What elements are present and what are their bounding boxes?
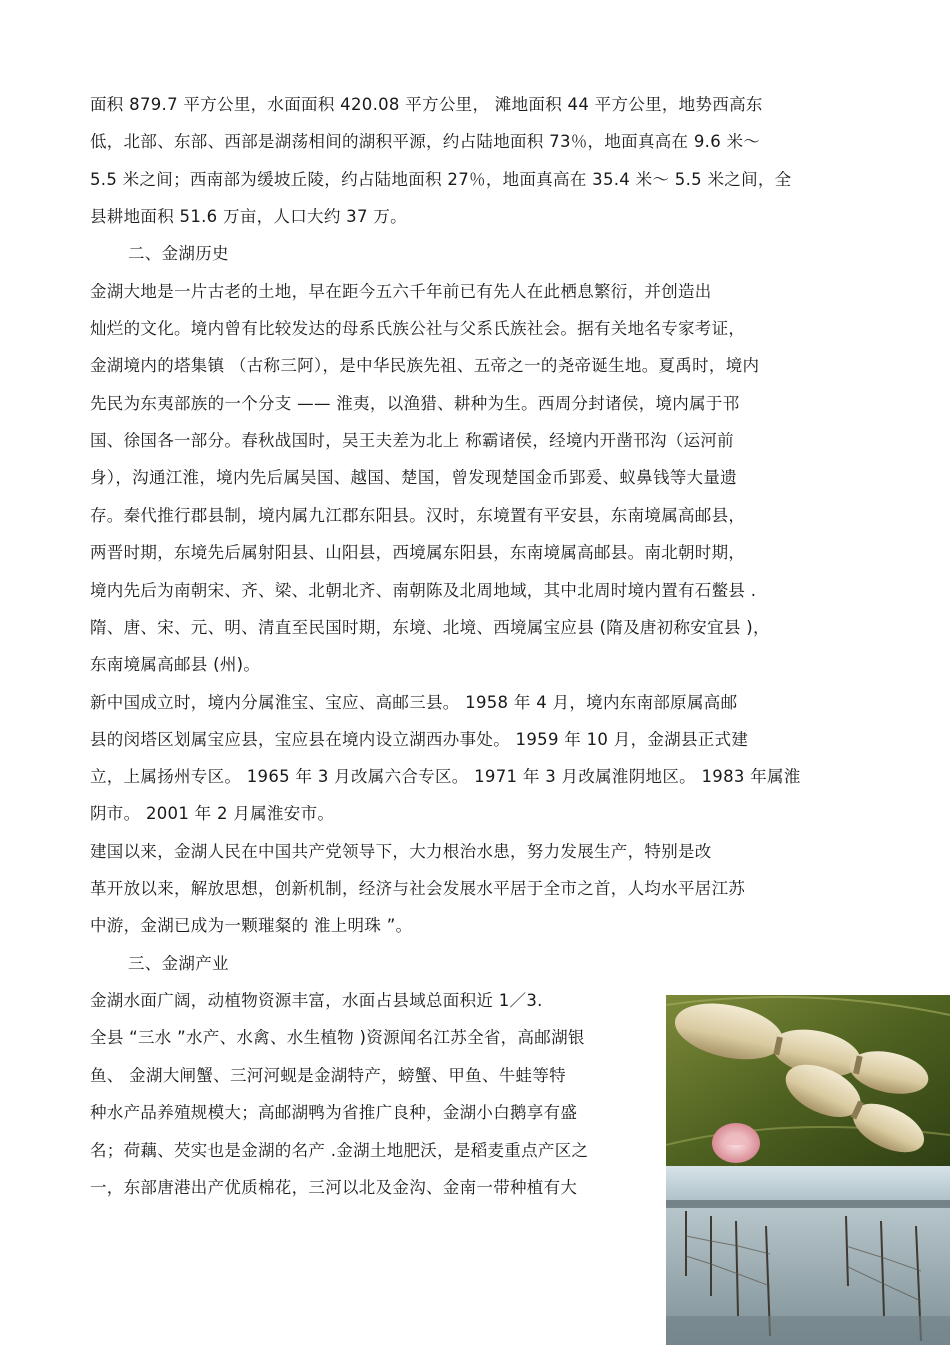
text-line: 立，上属扬州专区。 1965 年 3 月改属六合专区。 1971 年 3 月改属淮阴地区。 1983 年属淮 bbox=[90, 767, 801, 786]
text-line: 5.5 米之间；西南部为缓坡丘陵，约占陆地面积 27％，地面真高在 35.4 米～ 5.5 米之间，全 bbox=[90, 170, 792, 189]
text-line: 存。秦代推行郡县制，境内属九江郡东阳县。汉时，东境置有平安县，东南境属高邮县， bbox=[90, 506, 746, 525]
text-line: 全县 “三水 ”水产、水禽、水生植物 )资源闻名江苏全省，高邮湖银 bbox=[90, 1028, 585, 1047]
text-line: 面积 879.7 平方公里，水面面积 420.08 平方公里， 滩地面积 44 平方公里，地势西高东 bbox=[90, 95, 763, 114]
text-line: 东南境属高邮县 (州)。 bbox=[90, 655, 261, 674]
text-line: 境内先后为南朝宋、齐、梁、北朝北齐、南朝陈及北周地域，其中北周时境内置有石鳖县 . bbox=[90, 581, 757, 600]
text-line: 身），沟通江淮，境内先后属吴国、越国、楚国，曾发现楚国金币郢爰、蚁鼻钱等大量遗 bbox=[90, 468, 737, 487]
text-line: 两晋时期，东境先后属射阳县、山阳县，西境属东阳县，东南境属高邮县。南北朝时期， bbox=[90, 543, 746, 562]
text-line: 建国以来，金湖人民在中国共产党领导下，大力根治水患，努力发展生产，特别是改 bbox=[90, 842, 712, 861]
text-line: 国、徐国各一部分。春秋战国时，吴王夫差为北上 称霸诸侯，经境内开凿邗沟（运河前 bbox=[90, 431, 734, 450]
lake-fishing-nets-photo bbox=[666, 1166, 950, 1345]
text-line: 阴市。 2001 年 2 月属淮安市。 bbox=[90, 804, 335, 823]
text-line: 灿烂的文化。境内曾有比较发达的母系氏族公社与父系氏族社会。据有关地名专家考证， bbox=[90, 319, 746, 338]
text-line: 隋、唐、宋、元、明、清直至民国时期，东境、北境、西境属宝应县 (隋及唐初称安宜县 )， bbox=[90, 618, 770, 637]
text-line: 县耕地面积 51.6 万亩，人口大约 37 万。 bbox=[90, 207, 407, 226]
section-heading-history: 二、金湖历史 bbox=[128, 244, 229, 263]
lake-illustration bbox=[666, 1166, 950, 1345]
text-line: 先民为东夷部族的一个分支 —— 淮夷，以渔猎、耕种为生。西周分封诸侯，境内属于邗 bbox=[90, 394, 740, 413]
lotus-root-photo bbox=[666, 995, 950, 1167]
text-line: 中游，金湖已成为一颗璀粲的 淮上明珠 ”。 bbox=[90, 916, 413, 935]
text-line: 新中国成立时，境内分属淮宝、宝应、高邮三县。 1958 年 4 月，境内东南部原属高邮 bbox=[90, 693, 738, 712]
lotus-root-illustration bbox=[666, 995, 950, 1167]
text-line: 金湖水面广阔，动植物资源丰富，水面占县域总面积近 1／3. bbox=[90, 991, 543, 1010]
text-line: 革开放以来，解放思想，创新机制，经济与社会发展水平居于全市之首，人均水平居江苏 bbox=[90, 879, 746, 898]
text-line: 县的闵塔区划属宝应县，宝应县在境内设立湖西办事处。 1959 年 10 月，金湖县正式建 bbox=[90, 730, 749, 749]
text-line: 金湖大地是一片古老的土地，早在距今五六千年前已有先人在此栖息繁衍，并创造出 bbox=[90, 282, 712, 301]
section-heading-industry: 三、金湖产业 bbox=[128, 954, 229, 973]
text-line: 鱼、 金湖大闸蟹、三河河蚬是金湖特产，螃蟹、甲鱼、牛蛙等特 bbox=[90, 1066, 566, 1085]
text-line: 名；荷藕、芡实也是金湖的名产 .金湖土地肥沃，是稻麦重点产区之 bbox=[90, 1141, 589, 1160]
text-line: 金湖境内的塔集镇 （古称三阿），是中华民族先祖、五帝之一的尧帝诞生地。夏禹时，境内 bbox=[90, 356, 760, 375]
text-line: 种水产品养殖规模大；高邮湖鸭为省推广良种，金湖小白鹅享有盛 bbox=[90, 1103, 578, 1122]
text-line: 一，东部唐港出产优质棉花，三河以北及金沟、金南一带种植有大 bbox=[90, 1178, 578, 1197]
text-line: 低，北部、东部、西部是湖荡相间的湖积平源，约占陆地面积 73％，地面真高在 9.6 米～ bbox=[90, 132, 761, 151]
